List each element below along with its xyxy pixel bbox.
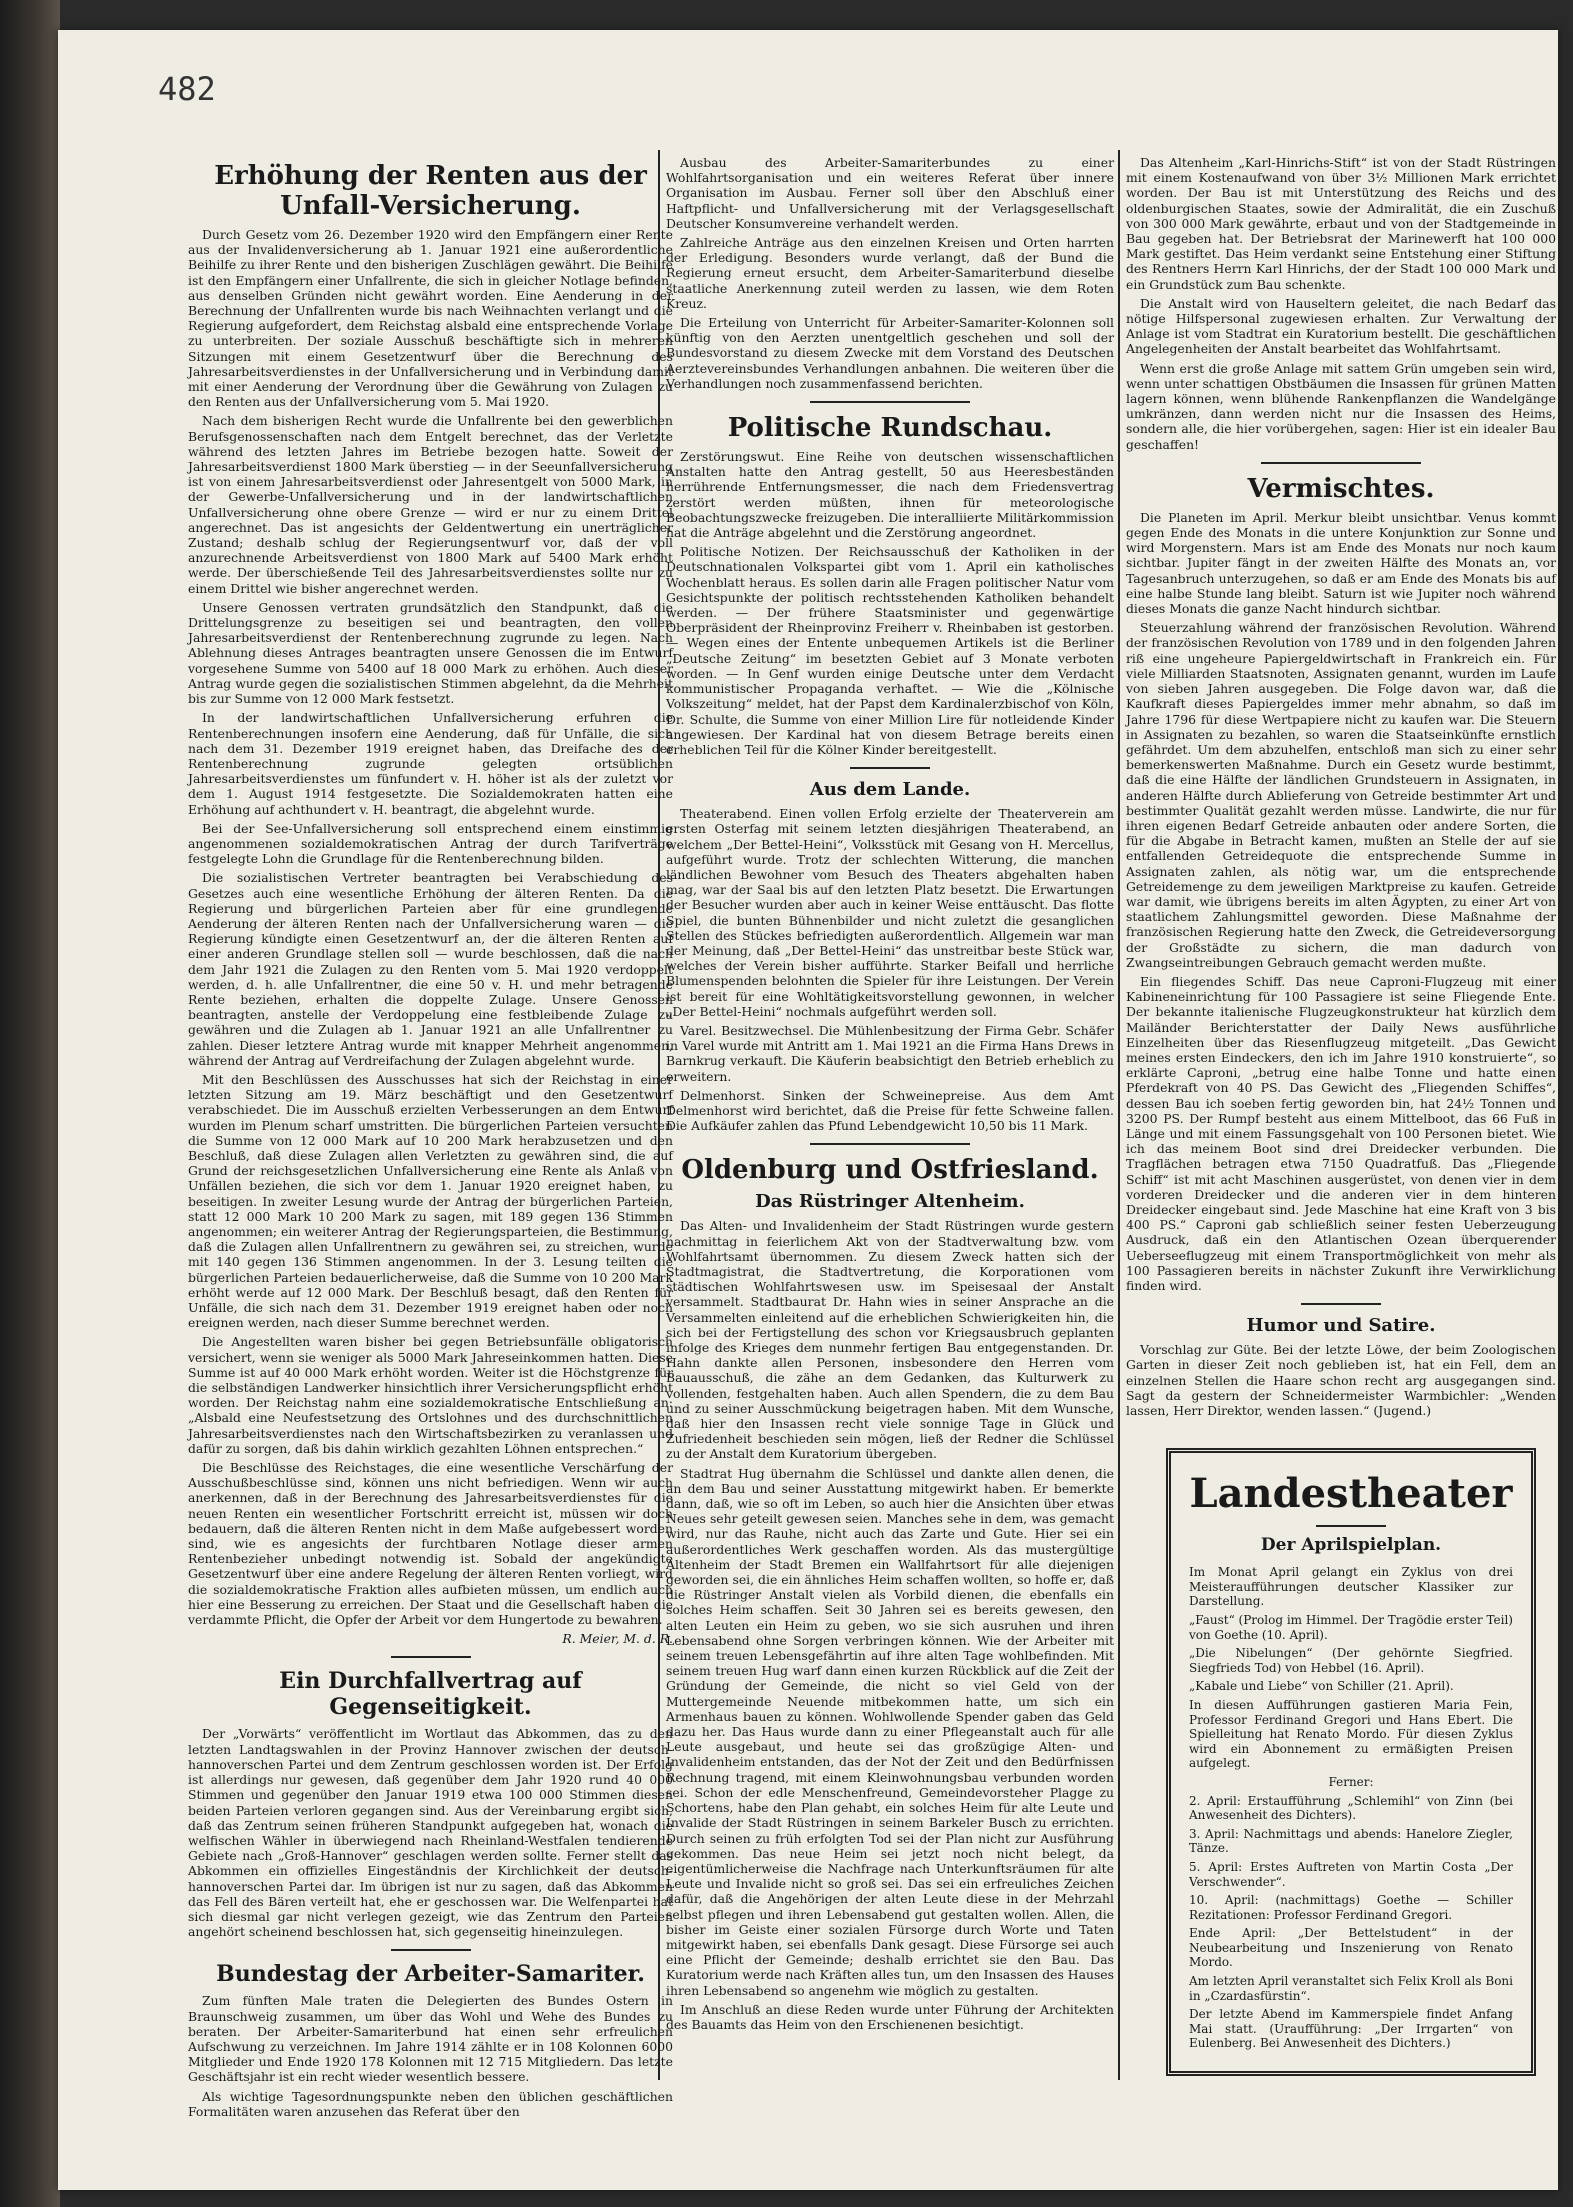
section-oldenburg bbox=[666, 1155, 1114, 2032]
article-altenheim-continued bbox=[1126, 155, 1556, 452]
paragraph: Politische Notizen. Der Reichsausschuß der Katholiken in der Deutschnationalen Volkspartei gibt vom 1. April ein katholisches Wochenblatt heraus. Es sollen darin alle Fragen politischer Natur vom Gesichtspunkte der politisch rechtsstehenden Katholiken behandelt werden. — Der frühere Staatsminister und gegenwärtige Oberpräsident der Rheinprovinz Freiherr v. Rheinbaben ist gestorben. — Wegen eines der Entente unbequemen Artikels ist die Berliner „Deutsche Zeitung“ im besetzten Gebiet auf 3 Monate verboten worden. — In Genf wurden einige Deutsche unter dem Verdacht kommunistischer Propaganda verhaftet. — Wie die „Kölnische Volkszeitung“ meldet, hat der Papst dem Kardinalerzbischof von Köln, Dr. Schulte, die Summe von einer Million Lire für notleidende Kinder angewiesen. Der Kardinal hat von diesem Betrage bereits einen erheblichen Teil für die Kölner Kinder bereitgestellt. bbox=[666, 544, 1114, 757]
landestheater-advertisement bbox=[1166, 1448, 1536, 2076]
separator bbox=[391, 1949, 471, 1951]
paragraph: Durch Gesetz vom 26. Dezember 1920 wird den Empfängern einer Rente aus der Invalidenversicherung ab 1. Januar 1921 eine außerordentliche Beihilfe zu ihrer Rente und den bisherigen Zuschlägen gewährt. Die Beihilfe ist den Empfängern einer Unfallrente, die sich in gleicher Notlage befinden, aus denselben Gründen nicht gewährt worden. Eine Aenderung in der Berechnung der Unfallrenten wurde bis nach Weihnachten verlangt und die Regierung aufgefordert, dem Reichstag alsbald eine entsprechende Vorlage zu unterbreiten. Der soziale Ausschuß beschäftigte sich in mehreren Sitzungen mit einem Gesetzentwurf über die Berechnung des Jahresarbeitsverdienstes in der Unfallversicherung und in Verbindung damit mit einer Aenderung der Verordnung über die Gewährung von Zulagen zu den Renten aus der Unfallversicherung vom 5. Mai 1920. bbox=[188, 227, 673, 410]
paragraph: Unsere Genossen vertraten grundsätzlich den Standpunkt, daß die Drittelungsgrenze zu beseitigen sei und beantragten, den vollen Jahresarbeitsverdienst der Rentenberechnung zugrunde zu legen. Nach Ablehnung dieses Antrages beantragten unsere Genossen die im Entwurf vorgesehene Summe von 5400 auf 18 000 Mark zu erhöhen. Auch dieser Antrag wurde gegen die sozialistischen Stimmen abgelehnt, da die Mehrheit bis zur Summe von 12 000 Mark festsetzt. bbox=[188, 599, 673, 707]
theater-line: Ende April: „Der Bettelstudent“ in der Neubearbeitung und Inszenierung von Renato Mordo. bbox=[1189, 1926, 1513, 1970]
column-3 bbox=[1126, 155, 1556, 2076]
article-title: Erhöhung der Renten aus der Unfall-Versicherung. bbox=[214, 161, 647, 221]
paragraph: Zerstörungswut. Eine Reihe von deutschen wissenschaftlichen Anstalten hatte den Antrag gestellt, 50 aus Heeresbeständen herrührende Entfernungsmesser, die nach dem Friedensvertrag zerstört werden müßten, ihnen für meteorologische Beobachtungszwecke freizugeben. Die interalliierte Militärkommission hat die Anträge abgelehnt und die Zerstörung angeordnet. bbox=[666, 449, 1114, 541]
theater-line: Im Monat April gelangt ein Zyklus von drei Meisteraufführungen deutscher Klassiker zur Darstellung. bbox=[1189, 1565, 1513, 1609]
section-humor-satire bbox=[1126, 1315, 1556, 1418]
theater-line: „Kabale und Liebe“ von Schiller (21. April). bbox=[1189, 1679, 1454, 1694]
paragraph: Nach dem bisherigen Recht wurde die Unfallrente bei den gewerblichen Berufsgenossenschaften nach dem Entgelt berechnet, das der Verletzte während des letzten Jahres im Betriebe bezogen hatte. Soweit der Jahresarbeitsverdienst 1800 Mark überstieg — in der Seeunfallversicherung ist von einem Jahresarbeitsverdienst oder Jahresentgelt von 5000 Mark, in der Gewerbe-Unfallversicherung und in der landwirtschaftlichen Unfallversicherung ohne obere Grenze — wird er nur zu einem Drittel angerechnet. Das ist angesichts der Geldentwertung ein unerträglicher Zustand; deshalb schlug der Regierungsentwurf vor, daß der voll anzurechnende Arbeitsverdienst von 1800 Mark auf 5400 Mark erhöht werde. Der überschießende Teil des Jahresarbeitsverdienstes sollte nur zu einem Drittel wie bisher angerechnet werden. bbox=[188, 413, 673, 596]
theater-line: Der letzte Abend im Kammerspiele findet Anfang Mai statt. (Uraufführung: „Der Irrgarten“ von Eulenberg. Bei Anwesenheit des Dichters.) bbox=[1189, 2007, 1513, 2051]
section-title: Humor und Satire. bbox=[1246, 1315, 1436, 1337]
separator bbox=[1301, 1303, 1381, 1305]
paragraph: Stadtrat Hug übernahm die Schlüssel und dankte allen denen, die an dem Bau und seiner Ausstattung mitgewirkt haben. Er bemerkte dann, daß, wie so oft im Leben, so auch hier die Ansichten über etwas Neues sehr geteilt gewesen seien. Manches sehe in dem, was gemacht wird, nur das Rauhe, nicht auch das Zarte und Gute. Hier sei ein außerordentliches Werk geschaffen worden. Als das mustergültige Altenheim der Stadt Bremen ein Wallfahrtsort für alle diejenigen geworden sei, die ein ähnliches Heim schaffen wollten, so hoffe er, daß die Rüstringer Anstalt vielen als Vorbild dienen, die ebenfalls ein solches Heim schaffen. Seit 30 Jahren sei es bereits gewesen, den alten Leuten ein Heim zu geben, wo sie sich ausruhen und ihren Lebensabend ohne Sorgen verbringen können. Wie der Arbeiter mit seinem treuen Lebensgefährtin auf ihre alten Tage wohlbefinden. Mit seinem treuen Hug warf dann einen kurzen Rückblick auf die Zeit der Gründung der Gemeinde, die nicht so viel Geld von der Muttergemeinde Neuende mitbekommen hatte, um sich ein Armenhaus bauen zu können. Wohlwollende Spender gaben das Geld dazu her. Das Haus wurde dann zu einer Pflegeanstalt auch für alle Leute ausgebaut, und heute sei das großzügige Alten- und Invalidenheim entstanden, das der Not der Zeit und den Bedürfnissen Rechnung tragend, mit einem Kleinwohnungsbau verbunden worden sei. Schon der edle Menschenfreund, Gemeindevorsteher Plagge zu Schortens, habe den Plan gehabt, ein solches Heim für alte Leute und Invalide der Stadt Rüstringen in seinem Barkeler Busch zu errichten. Durch seinen zu früh erfolgten Tod sei der Plan nicht zur Ausführung gekommen. Das neue Heim sei jetzt noch nicht belegt, da eigentümlicherweise die Nachfrage nach Unterkunftsräumen für alte Leute und Invalide nicht so groß sei. Das sei ein erfreuliches Zeichen dafür, daß die Angehörigen der alten Leute diese in der Mehrzahl selbst pflegen und ihren Lebensabend gut gestalten wollen. Allen, die bisher im Geiste einer sozialen Fürsorge durch Worte und Taten mitgewirkt haben, sei ebenfalls Dank gesagt. Diese Fürsorge sei auch eine Pflicht der Gemeinde; deshalb errichtet sie den Bau. Das Kuratorium werde nach Kräften alles tun, um den Insassen des Hauses ihren Lebensabend so angenehm wie möglich zu gestalten. bbox=[666, 1465, 1114, 1998]
section-title: Vermischtes. bbox=[1247, 473, 1435, 504]
paragraph: Ein fliegendes Schiff. Das neue Caproni-Flugzeug mit einer Kabineneinrichtung für 100 Passagiere ist seine Fliegende Ente. Der bekannte italienische Flugzeugkonstrukteur hat kürzlich dem Mailänder Berichterstatter der Daily News ausführliche Einzelheiten über das Riesenflugzeug mitgeteilt. „Das Gewicht meines ersten Eindeckers, den ich im Jahre 1910 konstruierte“, so erklärte Caproni, „betrug eine halbe Tonne und hatte einen Pferdekraft von 40 PS. Das Gewicht des „Fliegenden Schiffes“, dessen Bau ich soeben fertig geworden bin, hat 24½ Tonnen und 3200 PS. Der Rumpf besteht aus einem Mittelboot, das 66 Fuß in Länge und mit einem Fassungsgehalt von 100 Personen bietet. Wie ich das meinem Boot sind drei Dreidecker verbunden. Die Tragflächen betragen etwa 7150 Quadratfuß. Das „Fliegende Schiff“ ist mit acht Maschinen ausgerüstet, von denen vier in dem vorderen Dreidecker und die anderen vier in dem hinteren Dreidecker eingebaut sind. Jede Maschine hat eine Kraft von 3 bis 400 PS.“ Caproni gab schließlich seiner festen Ueberzeugung Ausdruck, daß ein den Atlantischen Ozean überquerender Ueberseeflugzeug mit einem Transportmöglichkeit von mehr als 100 Passagieren bereits in nächster Zukunft ihre Verwirklichung finden wird. bbox=[1126, 973, 1556, 1294]
separator bbox=[810, 1143, 970, 1145]
article-subtitle: Das Rüstringer Altenheim. bbox=[755, 1191, 1025, 1213]
section-vermischtes bbox=[1126, 474, 1556, 1293]
theater-subtitle: Der Aprilspielplan. bbox=[1260, 1535, 1442, 1556]
theater-line: „Faust“ (Prolog im Himmel. Der Tragödie erster Teil) von Goethe (10. April). bbox=[1189, 1613, 1513, 1642]
theater-title: Landestheater bbox=[1189, 1470, 1513, 1518]
column-2 bbox=[666, 155, 1114, 2036]
book-spine bbox=[0, 0, 60, 2207]
section-title: Aus dem Lande. bbox=[809, 779, 971, 801]
separator bbox=[810, 401, 970, 403]
paragraph: Die Beschlüsse des Reichstages, die eine wesentliche Verschärfung der Ausschußbeschlüsse sind, können uns nicht befriedigen. Wenn wir auch anerkennen, daß in der Berechnung des Jahresarbeitsverdienstes für die neuen Renten ein wesentlicher Fortschritt erreicht ist, müssen wir doch bedauern, daß die älteren Renten nicht in dem Maße aufgebessert worden sind, wie es angesichts der furchtbaren Notlage dieser armen Rentenbezieher unbedingt notwendig ist. Sobald der angekündigte Gesetzentwurf über eine andere Regelung der älteren Renten vorliegt, wird die sozialdemokratische Fraktion alles aufbieten müssen, um endlich auch hier eine Besserung zu erreichen. Der Staat und die Gesellschaft haben die verdammte Pflicht, die Opfer der Arbeit vor dem Hungertode zu bewahren. bbox=[188, 1460, 673, 1628]
paragraph: Bei der See-Unfallversicherung soll entsprechend einem einstimmig angenommenen sozialdemokratischen Antrag der durch Tarifverträge festgelegte Lohn die Grundlage für die Rentenberechnung bilden. bbox=[188, 820, 673, 867]
separator bbox=[391, 1656, 471, 1658]
paragraph: Theaterabend. Einen vollen Erfolg erzielte der Theaterverein am ersten Osterfag mit seinem letzten diesjährigen Theaterabend, an welchem „Der Bettel-Heini“, Volksstück mit Gesang von H. Mercellus, aufgeführt wurde. Trotz der schlechten Witterung, die manchen ländlichen Bewohner vom Besuch des Theaters abgehalten haben mag, war der Saal bis auf den letzten Platz besetzt. Die Erwartungen der Besucher wurden aber auch in keiner Weise enttäuscht. Das flotte Spiel, die bunten Bühnenbilder und nicht zuletzt die gesanglichen Stellen des Stückes befriedigten außerordentlich. Allgemein war man der Meinung, daß „Der Bettel-Heini“ das unstreitbar beste Stück war, welches der Verein bisher aufführte. Starker Beifall und herrliche Blumenspenden belohnten die Spieler für ihre Leistungen. Der Verein ist bereit für eine Wohltätigkeitsvorstellung gewonnen, in welcher „Der Bettel-Heini“ nochmals aufgeführt werden soll. bbox=[666, 806, 1114, 1019]
theater-line: 2. April: Erstaufführung „Schlemihl“ von Zinn (bei Anwesenheit des Dichters). bbox=[1189, 1793, 1513, 1823]
paragraph: Ausbau des Arbeiter-Samariterbundes zu einer Wohlfahrtsorganisation und ein weiteres Referat über innere Organisation im Ausbau. Ferner soll über den Abschluß einer Haftpflicht- und Unfallversicherung mit der Verlagsgesellschaft Deutscher Konsumvereine verhandelt werden. bbox=[666, 155, 1114, 231]
paragraph: Vorschlag zur Güte. Bei der letzte Löwe, der beim Zoologischen Garten in dieser Zeit noch geblieben ist, hat ein Fell, dem an einzelnen Stellen die Haare schon recht arg ausgegangen sind. Sagt da gestern der Schneidermeister Warmbichler: „Wenden lassen, Herr Direktor, wenden lassen.“ (Jugend.) bbox=[1126, 1342, 1556, 1419]
theater-line: 3. April: Nachmittags und abends: Hanelore Ziegler, Tänze. bbox=[1189, 1826, 1513, 1856]
theater-line: 5. April: Erstes Auftreten von Martin Costa „Der Verschwender“. bbox=[1189, 1859, 1513, 1889]
theater-line: 10. April: (nachmittags) Goethe — Schiller Rezitationen: Professor Ferdinand Gregori. bbox=[1189, 1893, 1513, 1922]
article-samariter-continued bbox=[666, 155, 1114, 391]
separator bbox=[850, 767, 930, 769]
paragraph: Die Erteilung von Unterricht für Arbeiter-Samariter-Kolonnen soll künftig von den Aerzten unentgeltlich geschehen und soll der Bundesvorstand zu diesem Zwecke mit dem Vorstand des Deutschen Aerztevereinsbundes Verhandlungen anbahnen. Die weiteren über die Verhandlungen noch zusammenfassend berichten. bbox=[666, 315, 1114, 391]
section-politische-rundschau bbox=[666, 413, 1114, 757]
newspaper-page bbox=[58, 30, 1558, 2190]
paragraph: In der landwirtschaftlichen Unfallversicherung erfuhren die Rentenberechnungen insofern eine Aenderung, daß für Unfälle, die sich nach dem 31. Dezember 1919 ereignet haben, das Dreifache des der Rentenberechnung zugrunde gelegten ortsüblichen Jahresarbeitsverdienstes um fünfundert v. H. höher ist als der zuletzt vor dem 1. August 1914 festgesetzte. Die Sozialdemokraten hatten eine Erhöhung auf achthundert v. H. beantragt, die abgelehnt wurde. bbox=[188, 710, 673, 817]
section-title: Oldenburg und Ostfriesland. bbox=[681, 1155, 1099, 1186]
paragraph: Die sozialistischen Vertreter beantragten bei Verabschiedung des Gesetzes auch eine wesentliche Erhöhung der älteren Renten. Da die Regierung und bürgerlichen Parteien aber für eine grundlegende Aenderung der älteren Renten nach der Unfallversicherung waren — die Regierung kündigte einen Gesetzentwurf an, der die älteren Renten auf einer anderen Grundlage stellen soll — wurde beschlossen, daß die nach dem Jahr 1921 die Zulagen zu den Renten vom 5. Mai 1920 verdoppelt werden, d. h. alle Unfallrentner, die eine 50 v. H. und mehr betragende Rente beziehen, erhalten die doppelte Zulage. Unsere Genossen beantragten, anstelle der Verdoppelung eine festbleibende Zulage zu gewähren und die Zulagen ab 1. Januar 1921 an alle Unfallrentner zu zahlen. Dieser letztere Antrag wurde mit knapper Mehrheit angenommen, während der Antrag auf Verdreifachung der Zulagen abgelehnt wurde. bbox=[188, 870, 673, 1068]
paragraph: Varel. Besitzwechsel. Die Mühlenbesitzung der Firma Gebr. Schäfer in Varel wurde mit Antritt am 1. Mai 1921 an die Firma Hans Drews in Barnkrug verkauft. Die Käuferin beabsichtigt den Betrieb erheblich zu erweitern. bbox=[666, 1022, 1114, 1084]
paragraph: Im Anschluß an diese Reden wurde unter Führung der Architekten des Bauamts das Heim von den Erschienenen besichtigt. bbox=[666, 2001, 1114, 2032]
column-1 bbox=[188, 155, 673, 2123]
article-title: Bundestag der Arbeiter-Samariter. bbox=[216, 1961, 645, 1988]
paragraph: Die Anstalt wird von Hauseltern geleitet, die nach Bedarf das nötige Hilfspersonal zugewiesen erhalten. Zur Verwaltung der Anlage ist vom Stadtrat ein Kuratorium bestellt. Die geschäftlichen Angelegenheiten der Anstalt bearbeitet das Wohlfahrtsamt. bbox=[1126, 295, 1556, 357]
paragraph: Der „Vorwärts“ veröffentlicht im Wortlaut das Abkommen, das zu den letzten Landtagswahlen in der Provinz Hannover zwischen der deutsch-hannoverschen Partei und dem Zentrum geschlossen worden ist. Der Erfolg ist allerdings nur gewesen, daß gegenüber dem Jahr 1920 rund 40 000 Stimmen und gegenüber den Januar 1919 etwa 100 000 Stimmen diesen beiden Parteien verloren gegangen sind. Aus der Vereinbarung ergibt sich, daß das Zentrum seinen früheren Standpunkt aufgegeben hat, wonach die welfischen Wähler in überwiegend nach Rheinland-Westfalen tendierende Gebiete nach „Groß-Hannover“ geschlagen werden sollte. Ferner stellt das Abkommen ein offizielles Eingeständnis der Kirchlichkeit der deutsch-hannoverschen Partei dar. Im übrigen ist nur zu sagen, daß das Abkommen das Fell des Bären verteilt hat, ehe er geschossen war. Die Welfenpartei hat sich diesmal gar nicht verlegen gezeigt, wie das Zentrum den Parteien angehört scheinend beschlossen hat, sich gegenseitig hineinzulegen. bbox=[188, 1726, 673, 1940]
section-title: Politische Rundschau. bbox=[727, 413, 1053, 444]
article-title: Ein Durchfallvertrag auf Gegenseitigkeit. bbox=[279, 1668, 582, 1721]
paragraph: Die Angestellten waren bisher bei gegen Betriebsunfälle obligatorisch versichert, wenn sie weniger als 5000 Mark Jahreseinkommen hatten. Diese Summe ist auf 40 000 Mark erhöht worden. Weiter ist die Höchstgrenze für die selbständigen Landwerker hinsichtlich ihrer Versicherungspflicht erhöht worden. Der Reichstag nahm eine sozialdemokratische Entschließung an: „Alsbald eine Neufestsetzung des Ortslohnes und des durchschnittlichen Jahresarbeitsverdienstes nach den Wirtschaftsbezirken zu veranlassen und dafür zu sorgen, daß bis dahin wirklich gezahlten Löhnen entsprechen.“ bbox=[188, 1334, 673, 1456]
page-number: 482 bbox=[158, 70, 216, 108]
paragraph: Das Altenheim „Karl-Hinrichs-Stift“ ist von der Stadt Rüstringen mit einem Kostenaufwand von über 3½ Millionen Mark errichtet worden. Der Bau ist mit Unterstützung des Reichs und des oldenburgischen Staates, sowie der Admiralität, die ein Zuschuß von 300 000 Mark gewährte, erbaut und von der Stadtgemeinde in Bau gegeben hat. Der Betriebsrat der Marinewerft hat 100 000 Mark gestiftet. Das Heim verdankt seine Entstehung einer Stiftung des Rentners Herrn Karl Hinrichs, der der Stadt 100 000 Mark und ein Grundstück zum Bau schenkte. bbox=[1126, 155, 1556, 292]
paragraph: Zum fünften Male traten die Delegierten des Bundes Ostern in Braunschweig zusammen, um über das Wohl und Wehe des Bundes zu beraten. Der Arbeiter-Samariterbund hat einen sehr erfreulichen Aufschwung zu verzeichnen. Im Jahre 1914 zählte er in 108 Kolonnen 6000 Mitglieder und Ende 1920 178 Kolonnen mit 12 715 Mitgliedern. Das letzte Geschäftsjahr ist ein recht wieder wesentlich bessere. bbox=[188, 1993, 673, 2085]
paragraph: Zahlreiche Anträge aus den einzelnen Kreisen und Orten harrten der Erledigung. Besonders wurde verlangt, daß der Bund die Regierung erneut ersucht, dem Arbeiter-Samariterbund dieselbe staatliche Anerkennung zuteil werden zu lassen, wie dem Roten Kreuz. bbox=[666, 235, 1114, 311]
paragraph: Als wichtige Tagesordnungspunkte neben den üblichen geschäftlichen Formalitäten waren anzusehen das Referat über den bbox=[188, 2088, 673, 2119]
paragraph: Mit den Beschlüssen des Ausschusses hat sich der Reichstag in einer letzten Sitzung am 19. März beschäftigt und den Gesetzentwurf verabschiedet. Die im Ausschuß erzielten Verbesserungen an dem Entwurf wurden im Plenum scharf umstritten. Die bürgerlichen Parteien versuchten die Summe von 12 000 Mark auf 10 200 Mark herabzusetzen und den Beschluß, daß diese Zulagen allen Verletzten zu gewähren sind, die auf Grund der reichsgesetzlichen Unfallversicherung eine Rente als Anlaß von Unfällen beziehen, die sich vor dem 1. Januar 1920 ereignet haben, zu beseitigen. In zweiter Lesung wurde der Antrag der bürgerlichen Parteien, statt 12 000 Mark 10 200 Mark zu sagen, mit 189 gegen 136 Stimmen angenommen; ein weiterer Antrag der Regierungsparteien, die Bestimmung, daß die Zulagen allen Unfallrentnern zu gewähren sei, zu streichen, wurde mit 140 gegen 136 Stimmen angenommen. In der 3. Lesung teilten die bürgerlichen Parteien bedauerlicherweise, daß die Summe von 10 200 Mark erhöht werde auf 12 000 Mark. Der Beschluß besagt, daß den Renten für Unfälle, die sich nach dem 31. Dezember 1919 ereignet haben oder noch ereignen werden, nach dieser Summe berechnet werden. bbox=[188, 1071, 673, 1331]
separator bbox=[1316, 1525, 1386, 1527]
theater-line: Ferner: bbox=[1328, 1774, 1374, 1789]
article-samariter bbox=[188, 1961, 673, 2119]
theater-line: In diesen Aufführungen gastieren Maria Fein, Professor Ferdinand Gregori und Hans Ebert. Die Spielleitung hat Renato Mordo. Für diesen Zyklus wird ein Abonnement zu ermäßigten Preisen aufgelegt. bbox=[1189, 1697, 1513, 1771]
paragraph: Das Alten- und Invalidenheim der Stadt Rüstringen wurde gestern nachmittag in feierlichem Akt von der Stadtverwaltung bzw. vom Wohlfahrtsamt übernommen. Zu diesem Zweck hatten sich der Stadtmagistrat, die Stadtvertretung, die Korporationen vom städtischen Wohlfahrtswesen usw. im Speisesaal der Anstalt versammelt. Stadtbaurat Dr. Hahn wies in seiner Ansprache an die Versammelten einleitend auf die erheblichen Schwierigkeiten hin, die sich bei der Fertigstellung des schon vor Kriegsausbruch geplanten infolge des Krieges dem nunmehr fertigen Bau entgegenstanden. Dr. Hahn dankte allen Personen, insbesondere den Herren vom Bauausschuß, die zähe an dem Gedanken, das Kulturwerk zu vollenden, festgehalten haben. Auch allen Spendern, die zu dem Bau und zu seiner Ausschmückung beigetragen haben. Mit dem Wunsche, daß hier den Insassen recht viele sonnige Tage in Glück und Zufriedenheit beschieden sein mögen, ließ der Redner die Schlüssel zu der Anstalt dem Kuratorium übergeben. bbox=[666, 1218, 1114, 1462]
paragraph: Delmenhorst. Sinken der Schweinepreise. Aus dem Amt Delmenhorst wird berichtet, daß die Preise für fette Schweine fallen. Die Aufkäufer zahlen das Pfund Lebendgewicht 10,50 bis 11 Mark. bbox=[666, 1087, 1114, 1134]
section-aus-dem-lande bbox=[666, 779, 1114, 1133]
separator bbox=[1261, 462, 1421, 464]
paragraph: Steuerzahlung während der französischen Revolution. Während der französischen Revolution von 1789 und in den folgenden Jahren riß eine ungeheure Papiergeldwirtschaft in Frankreich ein. Für viele Milliarden Staatsnoten, Assignaten genannt, wurden im Laufe von sieben Jahren ausgegeben. Die Folge davon war, daß die Kaufkraft dieses Papiergeldes immer mehr abnahm, so daß im Jahre 1796 für diese Wertpapiere nicht zu kaufen war. Die Steuern in Assignaten zu bezahlen, so waren die Staatseinkünfte ernstlich gefährdet. Um dem abzuhelfen, entschloß man sich zu einer sehr bemerkenswerten Maßnahme. Durch ein Gesetz wurde bestimmt, daß die eine Hälfte der ländlichen Grundsteuern in Assignaten, in anderen Hälfte durch Ablieferung von Getreide bestimmter Art und bestimmter Qualität gezahlt werden müsse. Landwirte, die nur für ihren eigenen Bedarf Getreide anbauten oder andere Sorten, die für die Abgabe in Betracht kamen, mußten an Stelle der auf sie entfallenden Getreidequote die entsprechende Summe in Assignaten zahlen, als nötig war, um die entsprechende Getreidemenge zu dem jeweiligen Marktpreise zu kaufen. Getreide war damit, wie übrigens bereits im alten Ägypten, zu einer Art von staatlichem Zahlungsmittel geworden. Diese Maßnahme der französischen Regierung hatte den Zweck, die Getreideversorgung der Großstädte zu sichern, die man dadurch von Zwangseintreibungen Gebrauch gemacht werden mußte. bbox=[1126, 620, 1556, 970]
theater-line: „Die Nibelungen“ (Der gehörnte Siegfried. Siegfrieds Tod) von Hebbel (16. April). bbox=[1189, 1646, 1513, 1675]
author-signature: R. Meier, M. d. R. bbox=[562, 1631, 673, 1647]
article-durchfallvertrag bbox=[188, 1668, 673, 1939]
theater-line: Am letzten April veranstaltet sich Felix Kroll als Boni in „Czardasfürstin“. bbox=[1189, 1974, 1513, 2003]
column-rule bbox=[1118, 150, 1120, 2080]
article-renten bbox=[188, 161, 673, 1646]
paragraph: Die Planeten im April. Merkur bleibt unsichtbar. Venus kommt gegen Ende des Monats in die untere Konjunktion zur Sonne und wird Morgenstern. Mars ist am Ende des Monats nur noch kaum sichtbar. Jupiter fängt in der zweiten Hälfte des Monats an, vor Tagesanbruch unterzugehen, so daß er am Ende des Monats bis auf eine halbe Stunde lang bleibt. Saturn ist wie Jupiter noch während dieses Monats die ganze Nacht hindurch sichtbar. bbox=[1126, 509, 1556, 617]
paragraph: Wenn erst die große Anlage mit sattem Grün umgeben sein wird, wenn unter schattigen Obstbäumen die Insassen für grünen Matten lagern können, wenn blühende Rankenpflanzen die Wandelgänge umkränzen, dann werden nicht nur die Insassen des Heims, sondern alle, die hier vorübergehen, sagen: Hier ist ein idealer Bau geschaffen! bbox=[1126, 360, 1556, 452]
